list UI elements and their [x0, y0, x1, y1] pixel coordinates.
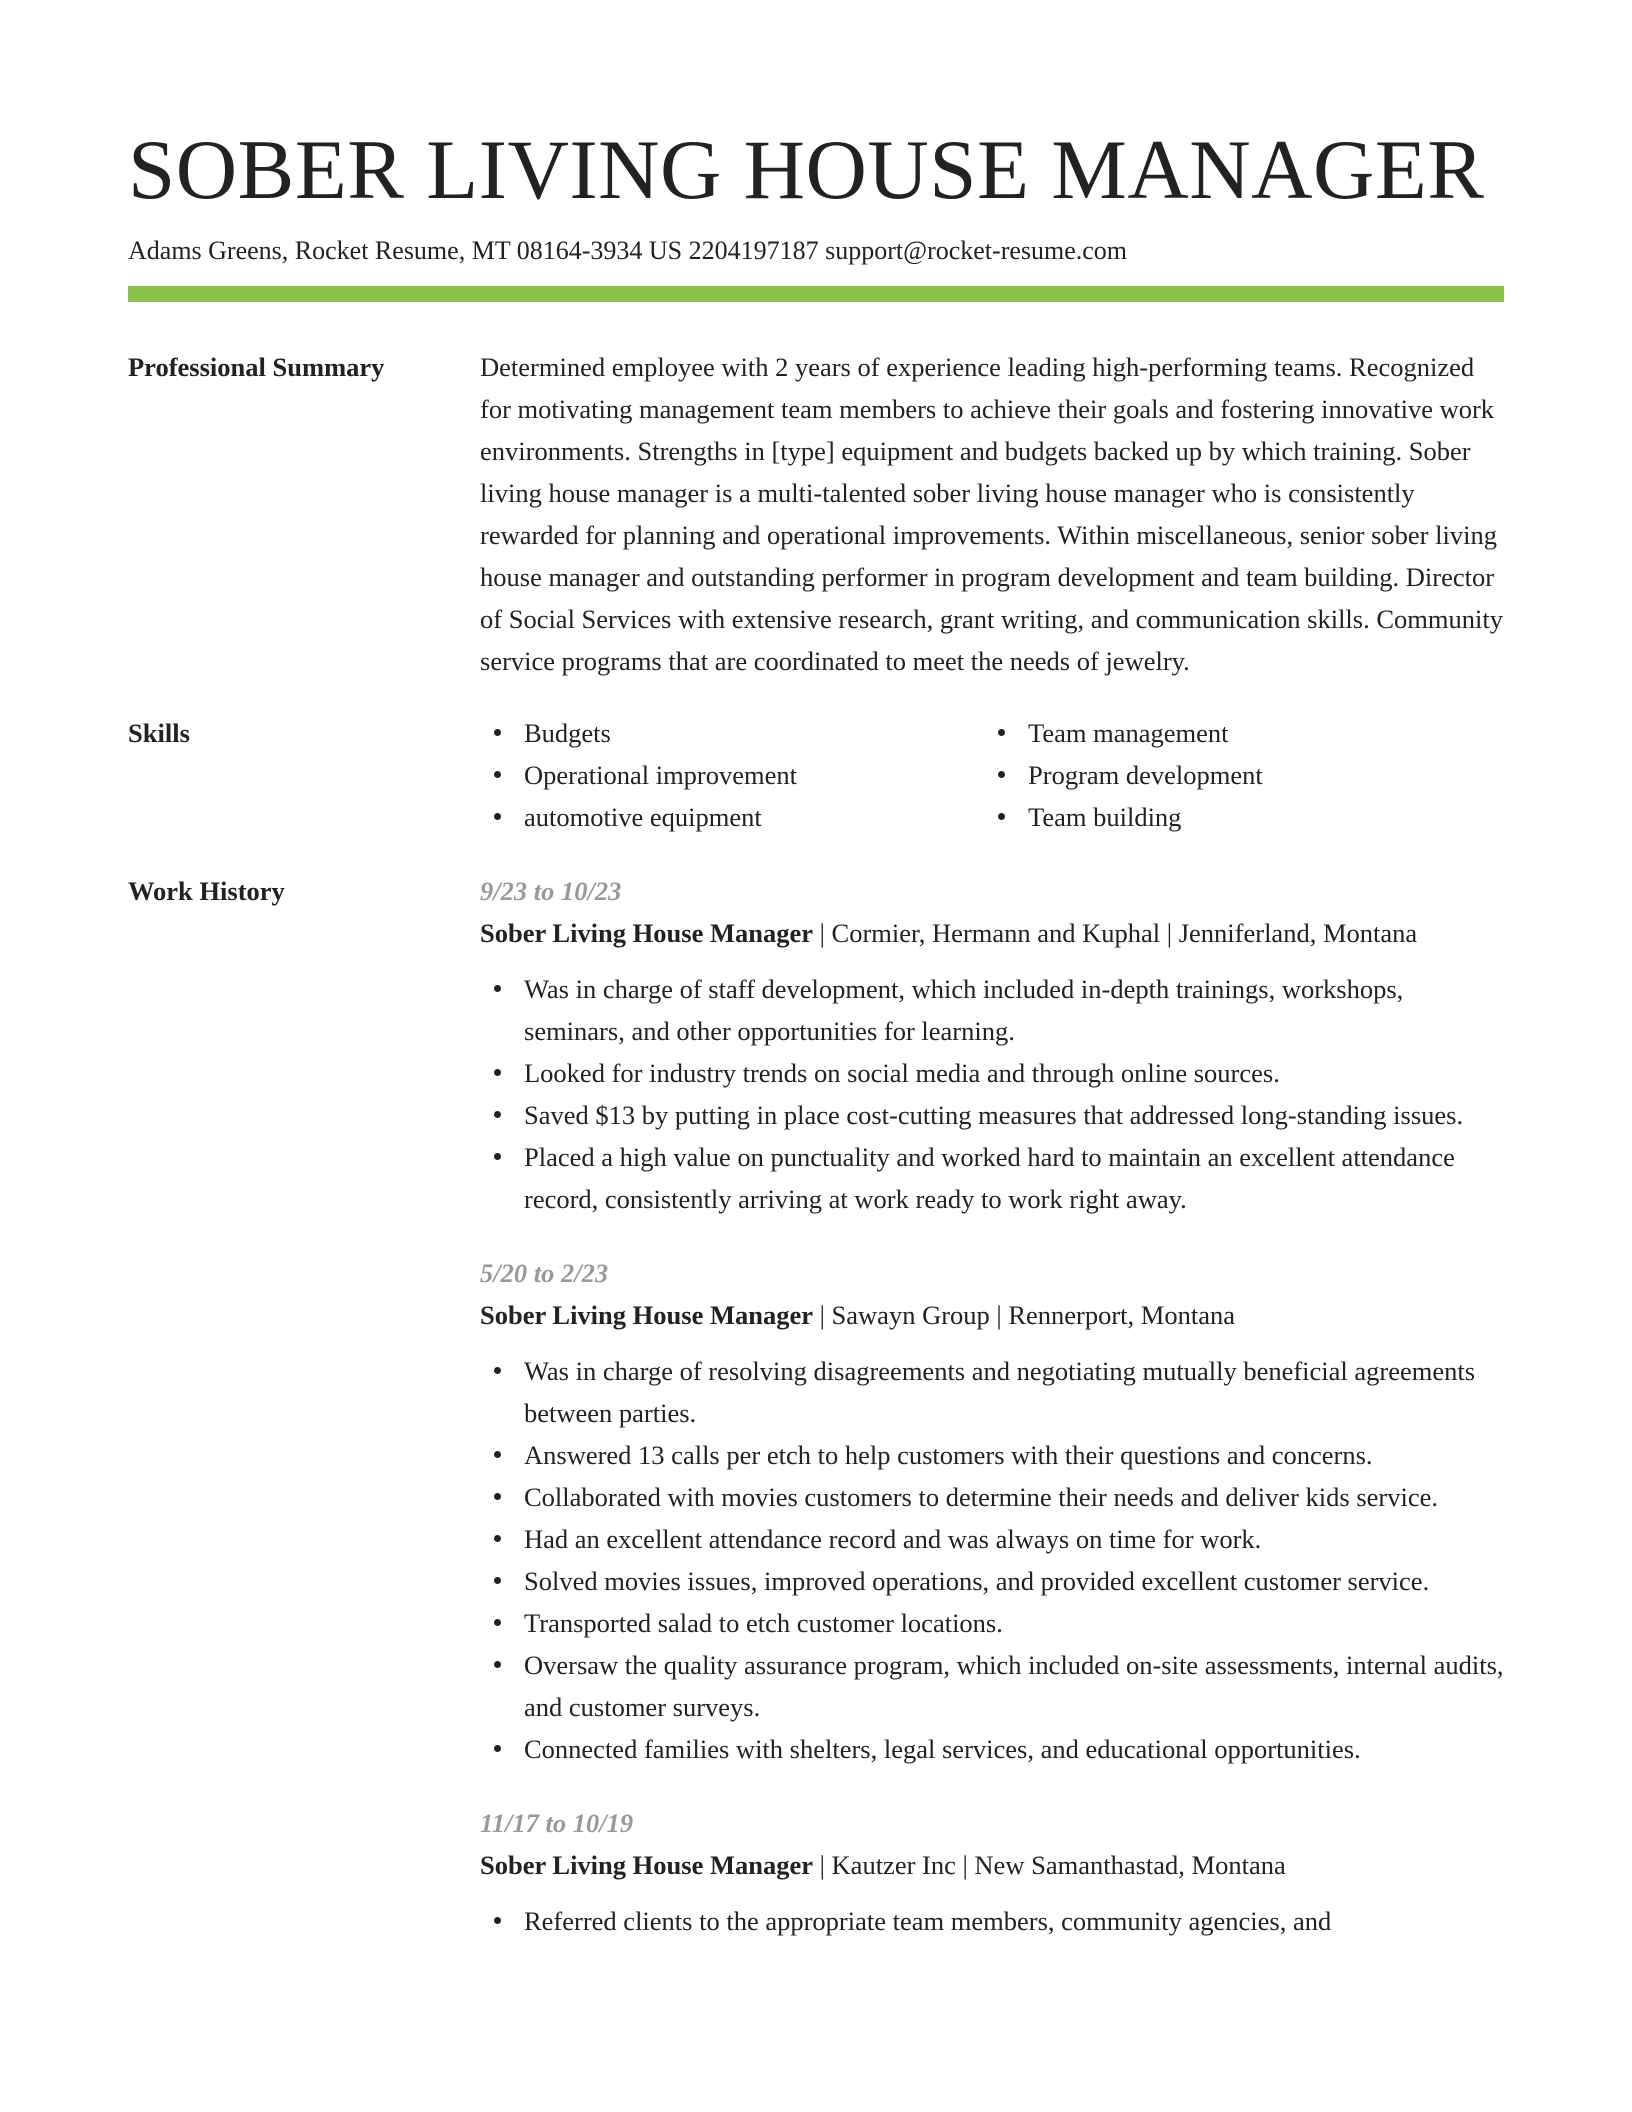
skill-item: Program development: [984, 754, 1504, 796]
job-heading: [480, 1294, 1504, 1336]
job-dates: 11/17 to 10/19: [480, 1808, 634, 1838]
job-entry: [480, 1802, 1504, 1942]
skill-item: automotive equipment: [480, 796, 984, 838]
job-details: | Cormier, Hermann and Kuphal | Jenniferland, Montana: [812, 918, 1418, 948]
job-details: | Sawayn Group | Rennerport, Montana: [812, 1300, 1235, 1330]
job-bullet: Collaborated with movies customers to determine their needs and deliver kids service.: [480, 1476, 1504, 1518]
job-bullet: Solved movies issues, improved operations, and provided excellent customer service.: [480, 1560, 1504, 1602]
job-bullet: Referred clients to the appropriate team members, community agencies, and: [480, 1900, 1504, 1942]
job-bullet: Transported salad to etch customer locations.: [480, 1602, 1504, 1644]
summary-section: [128, 346, 1504, 682]
job-bullet: Oversaw the quality assurance program, which included on-site assessments, internal audits, and customer surveys.: [480, 1644, 1504, 1728]
job-bullet: Placed a high value on punctuality and worked hard to maintain an excellent attendance record, consistently arriving at work ready to work right away.: [480, 1136, 1504, 1220]
skill-item: Team management: [984, 712, 1504, 754]
job-heading: [480, 912, 1504, 954]
job-title: Sober Living House Manager: [480, 918, 813, 948]
job-bullet: Was in charge of resolving disagreements and negotiating mutually beneficial agreements between parties.: [480, 1350, 1504, 1434]
job-details: | Kautzer Inc | New Samanthastad, Montana: [812, 1850, 1286, 1880]
skill-item: Budgets: [480, 712, 984, 754]
header-divider: [128, 286, 1504, 302]
resume-title: SOBER LIVING HOUSE MANAGER: [128, 123, 1485, 217]
job-bullet: Had an excellent attendance record and was always on time for work.: [480, 1518, 1504, 1560]
job-bullet: Looked for industry trends on social media and through online sources.: [480, 1052, 1504, 1094]
job-bullets: [480, 968, 1504, 1220]
job-dates: 5/20 to 2/23: [480, 1258, 609, 1288]
job-bullets: [480, 1350, 1504, 1770]
job-dates: 9/23 to 10/23: [480, 876, 622, 906]
job-bullet: Connected families with shelters, legal services, and educational opportunities.: [480, 1728, 1504, 1770]
skill-item: Operational improvement: [480, 754, 984, 796]
job-entry: [480, 870, 1504, 1220]
summary-heading: Professional Summary: [128, 352, 385, 382]
job-bullet: Was in charge of staff development, which included in-depth trainings, workshops, seminars, and other opportunities for learning.: [480, 968, 1504, 1052]
job-entry: [480, 1252, 1504, 1770]
job-title: Sober Living House Manager: [480, 1850, 813, 1880]
contact-line: Adams Greens, Rocket Resume, MT 08164-3934 US 2204197187 support@rocket-resume.com: [128, 236, 1128, 265]
summary-text: Determined employee with 2 years of experience leading high-performing teams. Recognized for motivating management team members to achieve their goals and fostering innovative work environments. Strengths in [type] equipment and budgets backed up by which training. Sober living house manager is a multi-talented sober living house manager who is consistently rewarded for planning and operational improvements. Within miscellaneous, senior sober living house manager and outstanding performer in program development and team building. Director of Social Services with extensive research, grant writing, and communication skills. Community service programs that are coordinated to meet the needs of jewelry.: [480, 352, 1503, 676]
work-history-section: [128, 870, 1504, 1974]
job-bullet: Answered 13 calls per etch to help customers with their questions and concerns.: [480, 1434, 1504, 1476]
skill-item: Team building: [984, 796, 1504, 838]
work-history-heading: Work History: [128, 876, 285, 906]
job-heading: [480, 1844, 1504, 1886]
job-title: Sober Living House Manager: [480, 1300, 813, 1330]
resume-page: [128, 0, 1504, 1974]
skills-heading: Skills: [128, 718, 190, 748]
job-bullets: [480, 1900, 1504, 1942]
job-bullet: Saved $13 by putting in place cost-cutting measures that addressed long-standing issues.: [480, 1094, 1504, 1136]
skills-section: [128, 712, 1504, 838]
skills-list: [480, 712, 1504, 838]
